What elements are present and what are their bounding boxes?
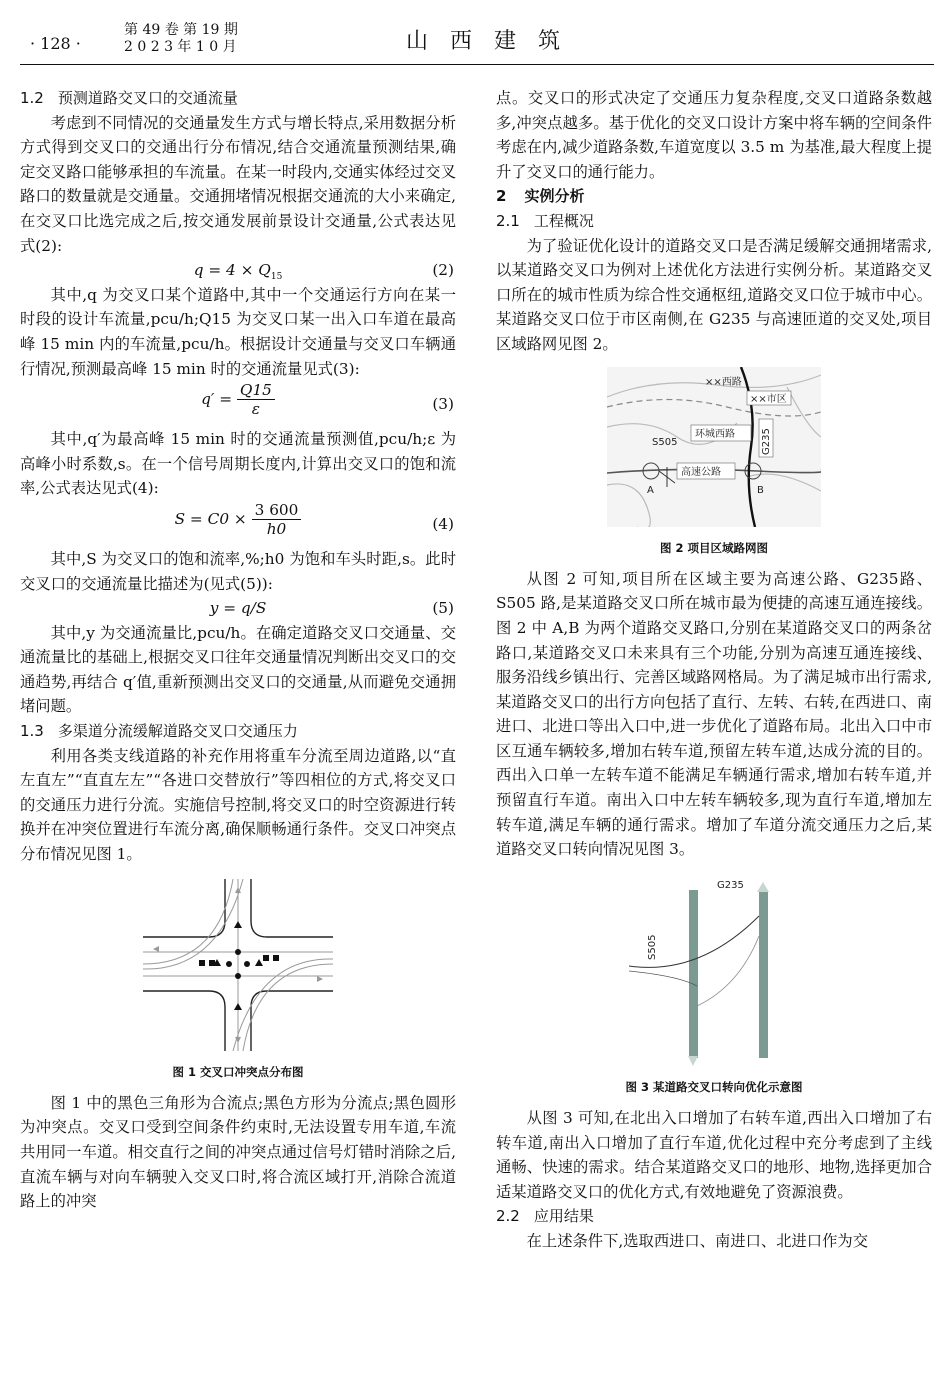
diverge-point bbox=[199, 960, 205, 966]
conflict-point bbox=[235, 973, 241, 979]
equation-4: S = C0 × $\frac{3 600}{h0}$ (4) bbox=[174, 500, 454, 538]
header-rule bbox=[20, 64, 934, 65]
section-2-1-heading: 2.1 工程概况 bbox=[496, 211, 594, 230]
figure-2-caption: 图 2 项目区域路网图 bbox=[659, 541, 768, 556]
diverge-point bbox=[273, 955, 279, 961]
diverge-point bbox=[209, 960, 215, 966]
issue-info bbox=[124, 22, 238, 56]
paragraph: 图 1 中的黑色三角形为合流点;黑色方形为分流点;黑色圆形为冲突点。交叉口受到空间条件约束时,无法设置专用车道,车流共用同一车道。相交直行之间的冲突点通过信号灯错时消除之后,直流车辆与对向车辆驶入交叉口时,将合流区域打开,消除合流道路上的冲突 bbox=[20, 1093, 456, 1211]
paragraph: 其中,q′为最高峰 15 min 时的交通流量预测值,pcu/h;ε 为高峰小时系数,s。在一个信号周期长度内,计算出交叉口的饱和流率,公式表达见式(4): bbox=[20, 430, 456, 498]
paragraph: 其中,q 为交叉口某个道路中,其中一个交通运行方向在某一时段的设计车流量,pcu/h;Q15 为交叉口某一出入口车道在最高峰 15 min 内的车流量,pcu/h。根据设计交通量与交叉口车辆通行情况,预测最高峰 15 min 时的交通流量见式(3): bbox=[20, 285, 456, 378]
conflict-point bbox=[226, 961, 232, 967]
volume-line: 第 49 卷 第 19 期 bbox=[124, 22, 238, 38]
west-road-label: ××西路 bbox=[705, 376, 742, 388]
s505-label: S505 bbox=[652, 436, 678, 448]
conflict-point bbox=[244, 961, 250, 967]
diverge-point bbox=[263, 955, 269, 961]
paragraph: 考虑到不同情况的交通量发生方式与增长特点,采用数据分析方式得到交叉口的交通出行分布情况,结合交通流量预测结果,确定交叉路口能够承担的车流量。在某一时段内,交通实体经过交叉路口的数量就是交通量。交通拥堵情况根据交通流的大小来确定,在交叉口比选完成之后,按交通发展前景设计交通量,公式表达见式(2): bbox=[20, 113, 456, 255]
section-1-2-heading: 1.2 预测道路交叉口的交通流量 bbox=[20, 89, 238, 107]
city-label: ××市区 bbox=[750, 393, 787, 405]
page-number: · 128 · bbox=[30, 34, 81, 53]
paragraph: 其中,y 为交通流量比,pcu/h。在确定道路交叉口交通量、交通流量比的基础上,根据交叉口往年交通量情况判断出交叉口的交通趋势,再结合 q′值,重新预测出交叉口的交通量,从而避免交通拥堵问题。 bbox=[20, 623, 456, 716]
paragraph: 其中,S 为交叉口的饱和流率,%;h0 为饱和车头时距,s。此时交叉口的交通流量比描述为(见式(5)): bbox=[20, 549, 456, 593]
right-column bbox=[496, 86, 932, 1254]
section-1-3-heading: 1.3 多渠道分流缓解道路交叉口交通压力 bbox=[20, 722, 298, 741]
equation-2: $q = 4 \times Q_{15}$ (2) bbox=[193, 261, 454, 283]
paragraph: 在上述条件下,选取西进口、南进口、北进口作为交 bbox=[526, 1232, 868, 1250]
figure-1 bbox=[20, 879, 456, 1085]
g235-label: G235 bbox=[717, 879, 744, 891]
conflict-point-diagram bbox=[143, 879, 333, 1051]
node-b-label: B bbox=[757, 484, 764, 496]
left-column bbox=[20, 86, 456, 1214]
figure-3 bbox=[496, 876, 932, 1100]
equation-5: y = q/S (5) bbox=[209, 599, 454, 618]
conflict-point bbox=[235, 949, 241, 955]
figure-3-caption: 图 3 某道路交叉口转向优化示意图 bbox=[625, 1080, 803, 1095]
turning-optimization-diagram bbox=[619, 876, 809, 1066]
date-line: 2 0 2 3 年 1 0 月 bbox=[124, 39, 237, 55]
section-2-2-heading: 2.2 应用结果 bbox=[496, 1207, 594, 1226]
node-a-label: A bbox=[647, 484, 654, 496]
figure-2 bbox=[496, 367, 932, 561]
paragraph: 从图 3 可知,在北出入口增加了右转车道,西出入口增加了右转车道,南出入口增加了直行车道,优化过程中充分考虑到了主线通畅、快速的需求。结合某道路交叉口的地形、地物,选择更加合适某道路交叉口的优化方式,有效地避免了资源浪费。 bbox=[496, 1109, 932, 1201]
journal-title: 山西建筑 bbox=[406, 29, 583, 54]
road-network-map bbox=[607, 367, 821, 527]
equation-3: q′ = $\frac{Q15}{\varepsilon}$ (3) bbox=[201, 381, 454, 419]
paragraph: 点。交叉口的形式决定了交通压力复杂程度,交叉口道路条数越多,冲突点越多。基于优化的交叉口设计方案中将车辆的空间条件考虑在内,减少道路条数,车道宽度以 3.5 m 为基准,最大程度上提升了交叉口的通行能力。 bbox=[496, 89, 932, 181]
figure-1-caption: 图 1 交叉口冲突点分布图 bbox=[172, 1065, 304, 1080]
section-2-heading: 2 实例分析 bbox=[496, 187, 585, 206]
paragraph: 从图 2 可知,项目所在区域主要为高速公路、G235路、S505 路,是某道路交叉口所在城市最为便捷的高速互通连接线。图 2 中 A,B 为两个道路交叉路口,分别在某道路交叉口的两条岔路口,某道路交叉口未来具有三个功能,分别为高速互通连接线、服务沿线乡镇出行、完善区域路网格局。为了满足城市出行需求,某道路交叉口的出行方向包括了直行、左转、右转,在西进口、南进口、北进口等出入口中,进一步优化了道路布局。北出入口中市区互通车辆较多,增加右转车道,预留左转车道,达成分流的目的。西出入口单一左转车道不能满足车辆通行需求,增加右转车道,并预留直行车道。南出入口中左转车辆较多,现为直行车道,增加左转车道,满足车辆的通行需求。增加了车道分流交通压力之后,某道路交叉口转向情况见图 3。 bbox=[496, 569, 932, 859]
s505-label: S505 bbox=[647, 934, 658, 960]
g235-label: G235 bbox=[761, 427, 772, 455]
paragraph: 利用各类支线道路的补充作用将重车分流至周边道路,以“直左直左”“直直左左”“各进口交替放行”等四相位的方式,将交叉口的交通压力进行分流。实施信号控制,将交叉口的时空资源进行转换并在冲突位置进行车流分离,确保顺畅通行条件。交叉口冲突点分布情况见图 1。 bbox=[20, 746, 456, 864]
paragraph: 为了验证优化设计的道路交叉口是否满足缓解交通拥堵需求,以某道路交叉口为例对上述优化方法进行实例分析。某道路交叉口所在的城市性质为综合性交通枢纽,道路交叉口位于城市中心。某道路交叉口位于市区南侧,在 G235 与高速匝道的交叉处,项目区域路网见图 2。 bbox=[496, 236, 932, 353]
page-header bbox=[0, 0, 950, 66]
huancheng-road-label: 环城西路 bbox=[695, 428, 735, 440]
highway-label: 高速公路 bbox=[681, 466, 721, 478]
